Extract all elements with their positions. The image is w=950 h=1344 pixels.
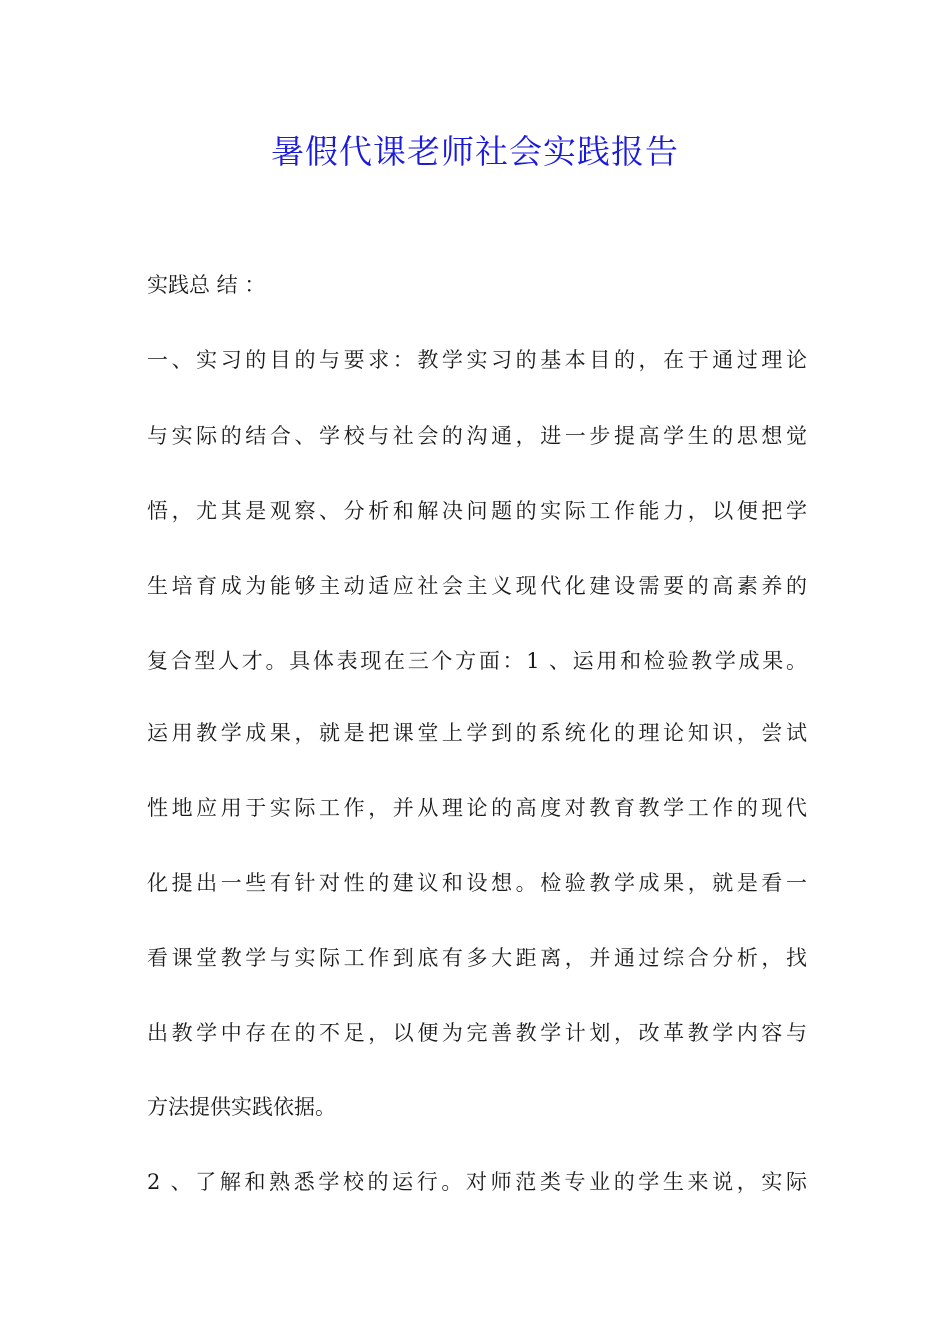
paragraph-line: 生培育成为能够主动适应社会主义现代化建设需要的高素养的	[147, 574, 807, 598]
paragraph-line: 看课堂教学与实际工作到底有多大距离，并通过综合分析，找	[147, 946, 807, 970]
paragraph-line: 出教学中存在的不足，以便为完善教学计划，改革教学内容与	[147, 1021, 807, 1045]
document-title: 暑假代课老师社会实践报告	[271, 132, 679, 171]
paragraph-line: 运用教学成果，就是把课堂上学到的系统化的理论知识，尝试	[147, 721, 807, 745]
paragraph-line: 与实际的结合、学校与社会的沟通，进一步提高学生的思想觉	[147, 424, 807, 448]
paragraph-line: 方法提供实践依据。	[147, 1095, 336, 1119]
paragraph-line: 2 、了解和熟悉学校的运行。对师范类专业的学生来说，实际	[147, 1170, 807, 1194]
section-heading: 实践总 结 ：	[147, 273, 266, 297]
paragraph-line: 一、实习的目的与要求：教学实习的基本目的，在于通过理论	[147, 348, 807, 372]
paragraph-line: 化提出一些有针对性的建议和设想。检验教学成果，就是看一	[147, 871, 807, 895]
paragraph-line: 性地应用于实际工作，并从理论的高度对教育教学工作的现代	[147, 796, 807, 820]
paragraph-line: 悟，尤其是观察、分析和解决问题的实际工作能力，以便把学	[147, 499, 807, 523]
paragraph-line: 复合型人才。具体表现在三个方面：1 、运用和检验教学成果。	[147, 649, 807, 673]
